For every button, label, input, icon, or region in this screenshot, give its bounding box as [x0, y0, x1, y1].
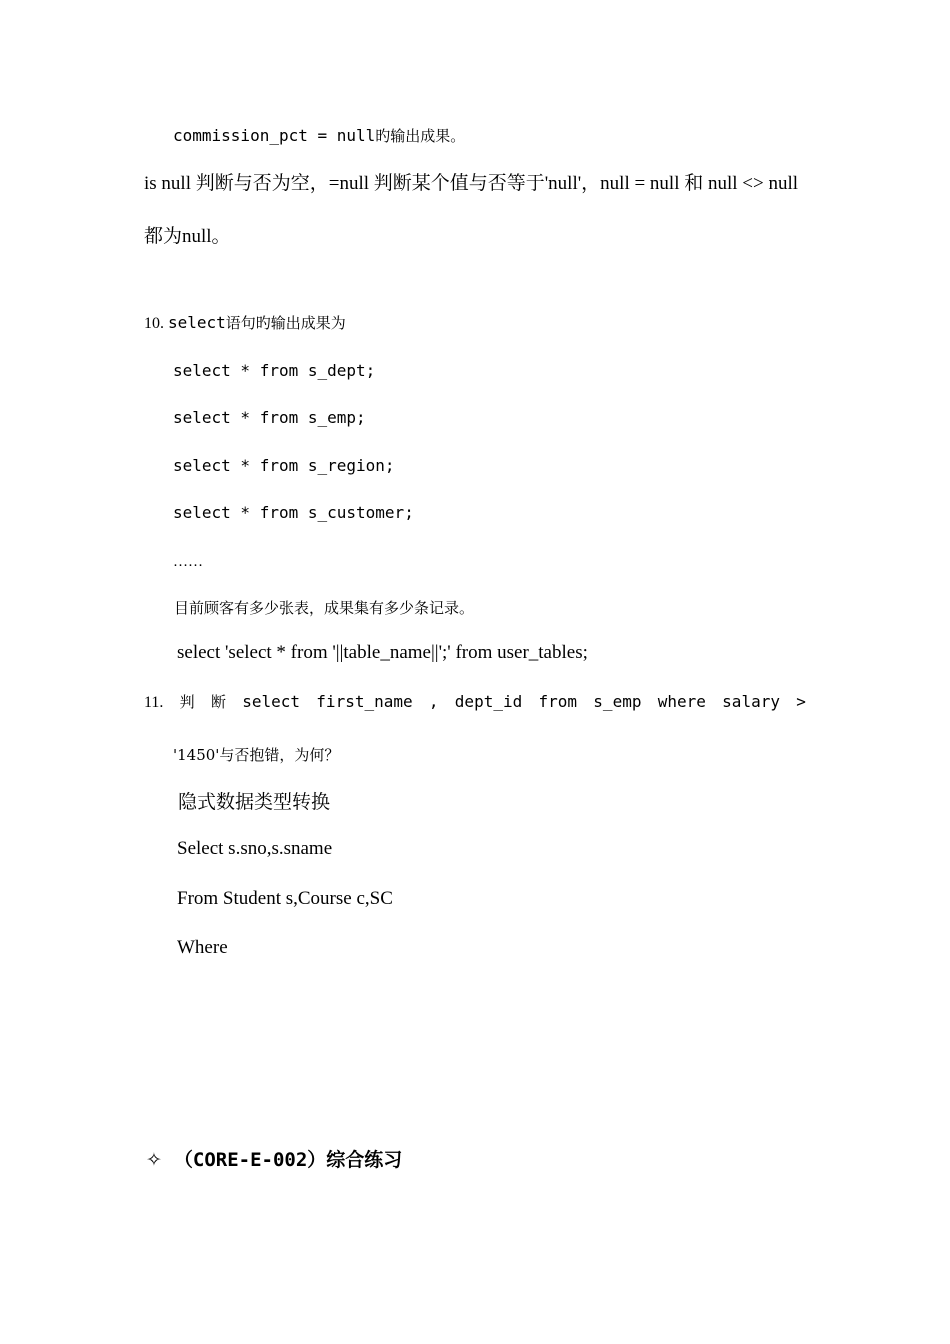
- question-11: [144, 691, 806, 712]
- question-11-token: salary: [722, 692, 780, 711]
- section-title: （CORE-E-002）综合练习: [173, 1149, 403, 1171]
- question-11-token: dept_id: [454, 692, 523, 711]
- answer-line: 隐式数据类型转换: [178, 791, 331, 813]
- query-line: select * from s_dept;: [173, 361, 376, 380]
- answer-line: Select s.sno,s.sname: [177, 838, 333, 859]
- isnull-explanation-tail: 都为null。: [144, 226, 231, 247]
- ellipsis: ……: [173, 554, 203, 570]
- commission-code: commission_pct = null: [173, 126, 376, 145]
- question-11-token: 判: [179, 693, 195, 711]
- question-10-answer: select 'select * from '||table_name||';' from user_tables;: [177, 642, 588, 663]
- question-10-code: select: [168, 313, 226, 332]
- question-10-number: 10.: [144, 315, 164, 332]
- question-10-prompt: 目前顾客有多少张表，成果集有多少条记录。: [174, 599, 475, 617]
- isnull-explanation: is null 判断与否为空，=null 判断某个值与否等于'null'，null = null 和 null <> null: [144, 173, 799, 194]
- answer-line: Where: [177, 937, 228, 958]
- question-10: [144, 313, 346, 333]
- answer-line: From Student s,Course c,SC: [177, 888, 393, 909]
- question-11-continuation: '1450'与否抱错，为何？: [173, 746, 340, 764]
- question-11-token: where: [657, 692, 706, 711]
- question-11-number: 11.: [144, 694, 164, 711]
- question-11-token: from: [538, 692, 578, 711]
- question-11-token: ,: [428, 692, 439, 711]
- query-line: select * from s_emp;: [173, 408, 366, 427]
- query-line: select * from s_customer;: [173, 503, 414, 522]
- question-11-token: >: [796, 692, 806, 711]
- question-10-text: 语句旳输出成果为: [225, 314, 346, 332]
- query-line: select * from s_region;: [173, 456, 395, 475]
- question-11-token: select: [242, 692, 301, 711]
- question-11-token: first_name: [316, 692, 413, 711]
- section-heading: [146, 1145, 402, 1172]
- commission-text: 旳输出成果。: [375, 127, 466, 145]
- four-pointed-star-icon: ✧: [146, 1149, 162, 1171]
- question-11-token: s_emp: [593, 692, 642, 711]
- commission-line: [173, 126, 465, 146]
- question-11-token: 断: [210, 693, 226, 711]
